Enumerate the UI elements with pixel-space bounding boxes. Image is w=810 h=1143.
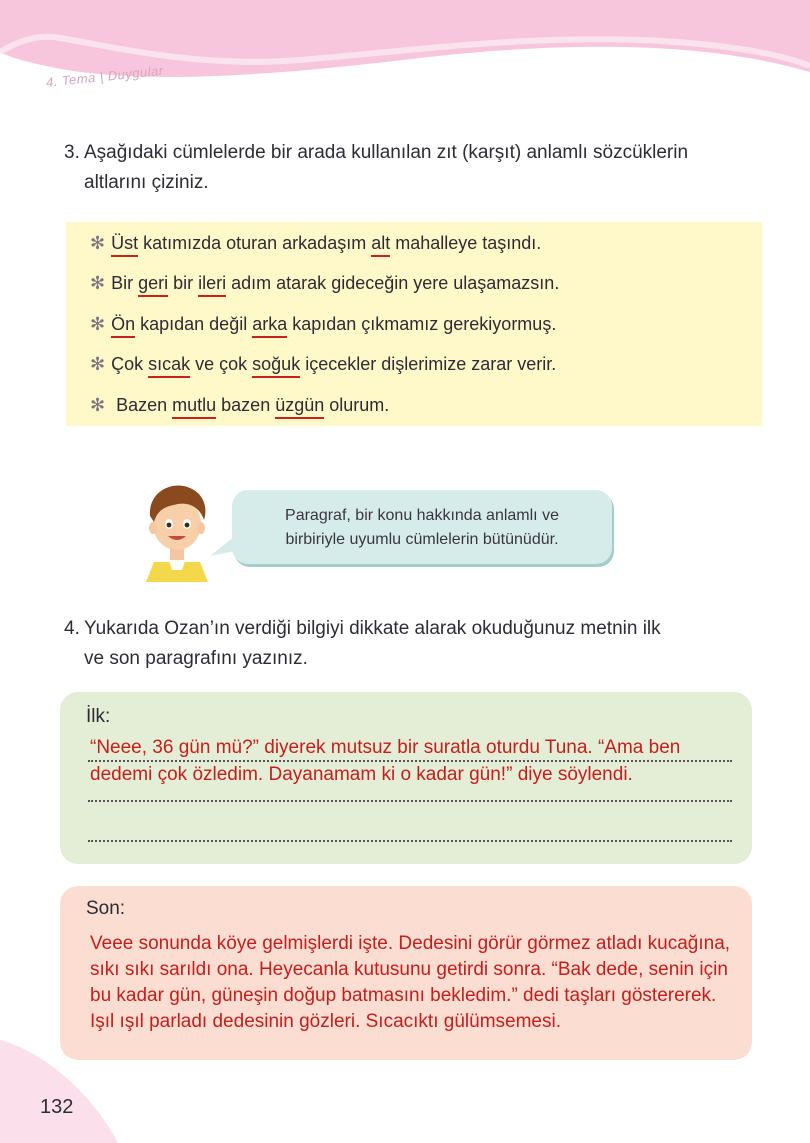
asterisk-icon: ✻ <box>90 233 106 253</box>
speech-bubble-text <box>246 504 598 552</box>
sentence-text: kapıdan değil <box>135 314 253 334</box>
first-box-dotted-line-3 <box>88 840 732 842</box>
last-answer-line-2: sıkı sıkı sarıldı ona. Heyecanla kutusunu getirdi sonra. “Bak dede, senin için <box>90 959 728 980</box>
underlined-antonym: sıcak <box>148 354 190 378</box>
underlined-antonym: üzgün <box>275 395 324 419</box>
underlined-antonym: soğuk <box>252 354 300 378</box>
theme-label: 4. Tema | Duygular <box>45 62 165 90</box>
question-4-number: 4. <box>64 618 80 639</box>
sentence-text: katımızda oturan arkadaşım <box>138 233 372 253</box>
last-answer-line-3: bu kadar gün, güneşin doğup batmasını bekledim.” dedi taşları göstererek. <box>90 985 717 1006</box>
asterisk-icon: ✻ <box>90 273 106 293</box>
underlined-antonym: geri <box>138 273 168 297</box>
sentence-text: ve çok <box>190 354 253 374</box>
sentence-text: kapıdan çıkmamız gerekiyormuş. <box>287 314 557 334</box>
corner-decoration <box>0 1040 130 1143</box>
first-answer-line-2: dedemi çok özledim. Dayanamam ki o kadar gün!” diye söylendi. <box>90 764 633 785</box>
question-3-text-line1: Aşağıdaki cümlelerde bir arada kullanılan zıt (karşıt) anlamlı sözcüklerin <box>84 142 689 163</box>
question-3 <box>64 138 764 198</box>
underlined-antonym: mutlu <box>172 395 216 419</box>
sentence-item <box>90 394 389 416</box>
sentence-text: bir <box>168 273 199 293</box>
sentence-text: Bir <box>111 273 139 293</box>
first-box-dotted-line-2 <box>88 800 732 802</box>
underlined-antonym: arka <box>252 314 287 338</box>
sentence-text: Çok <box>111 354 149 374</box>
first-box-label: İlk: <box>86 706 111 727</box>
question-4-text-line1: Yukarıda Ozan’ın verdiği bilgiyi dikkate alarak okuduğunuz metnin ilk <box>84 618 661 639</box>
underlined-antonym: ileri <box>198 273 226 297</box>
sentence-item <box>90 272 559 294</box>
last-answer-line-1: Veee sonunda köye gelmişlerdi işte. Dedesini görür görmez atladı kucağına, <box>90 933 731 954</box>
sentence-text: adım atarak gideceğin yere ulaşamazsın. <box>226 273 560 293</box>
sentence-text: mahalleye taşındı. <box>390 233 542 253</box>
sentence-item <box>90 353 556 375</box>
speech-line-2: birbiriyle uyumlu cümlelerin bütünüdür. <box>285 531 559 548</box>
sentence-item <box>90 313 556 335</box>
speech-line-1: Paragraf, bir konu hakkında anlamlı ve <box>285 507 559 524</box>
underlined-antonym: Ön <box>111 314 135 338</box>
underlined-antonym: alt <box>371 233 390 257</box>
boy-character-illustration <box>132 478 222 582</box>
question-4-text-line2: ve son paragrafını yazınız. <box>84 648 308 669</box>
sentence-text: bazen <box>216 395 276 415</box>
sentence-text: olurum. <box>324 395 390 415</box>
last-answer-line-4: Işıl ışıl parladı dedesinin gözleri. Sıcacıktı gülümsemesi. <box>90 1011 561 1032</box>
asterisk-icon: ✻ <box>90 395 106 415</box>
sentence-item <box>90 232 541 254</box>
last-box-label: Son: <box>86 898 126 919</box>
question-3-number: 3. <box>64 142 80 163</box>
sentence-text: içecekler dişlerimize zarar verir. <box>300 354 557 374</box>
page-number: 132 <box>40 1096 74 1118</box>
question-4 <box>64 614 764 674</box>
underlined-antonym: Üst <box>111 233 138 257</box>
first-answer-line-1: “Neee, 36 gün mü?” diyerek mutsuz bir suratla oturdu Tuna. “Ama ben <box>90 737 681 758</box>
asterisk-icon: ✻ <box>90 314 106 334</box>
asterisk-icon: ✻ <box>90 354 106 374</box>
sentence-text: Bazen <box>111 395 173 415</box>
question-3-text-line2: altlarını çiziniz. <box>84 172 209 193</box>
header-wave-decoration <box>0 0 810 110</box>
speech-bubble <box>232 490 612 564</box>
